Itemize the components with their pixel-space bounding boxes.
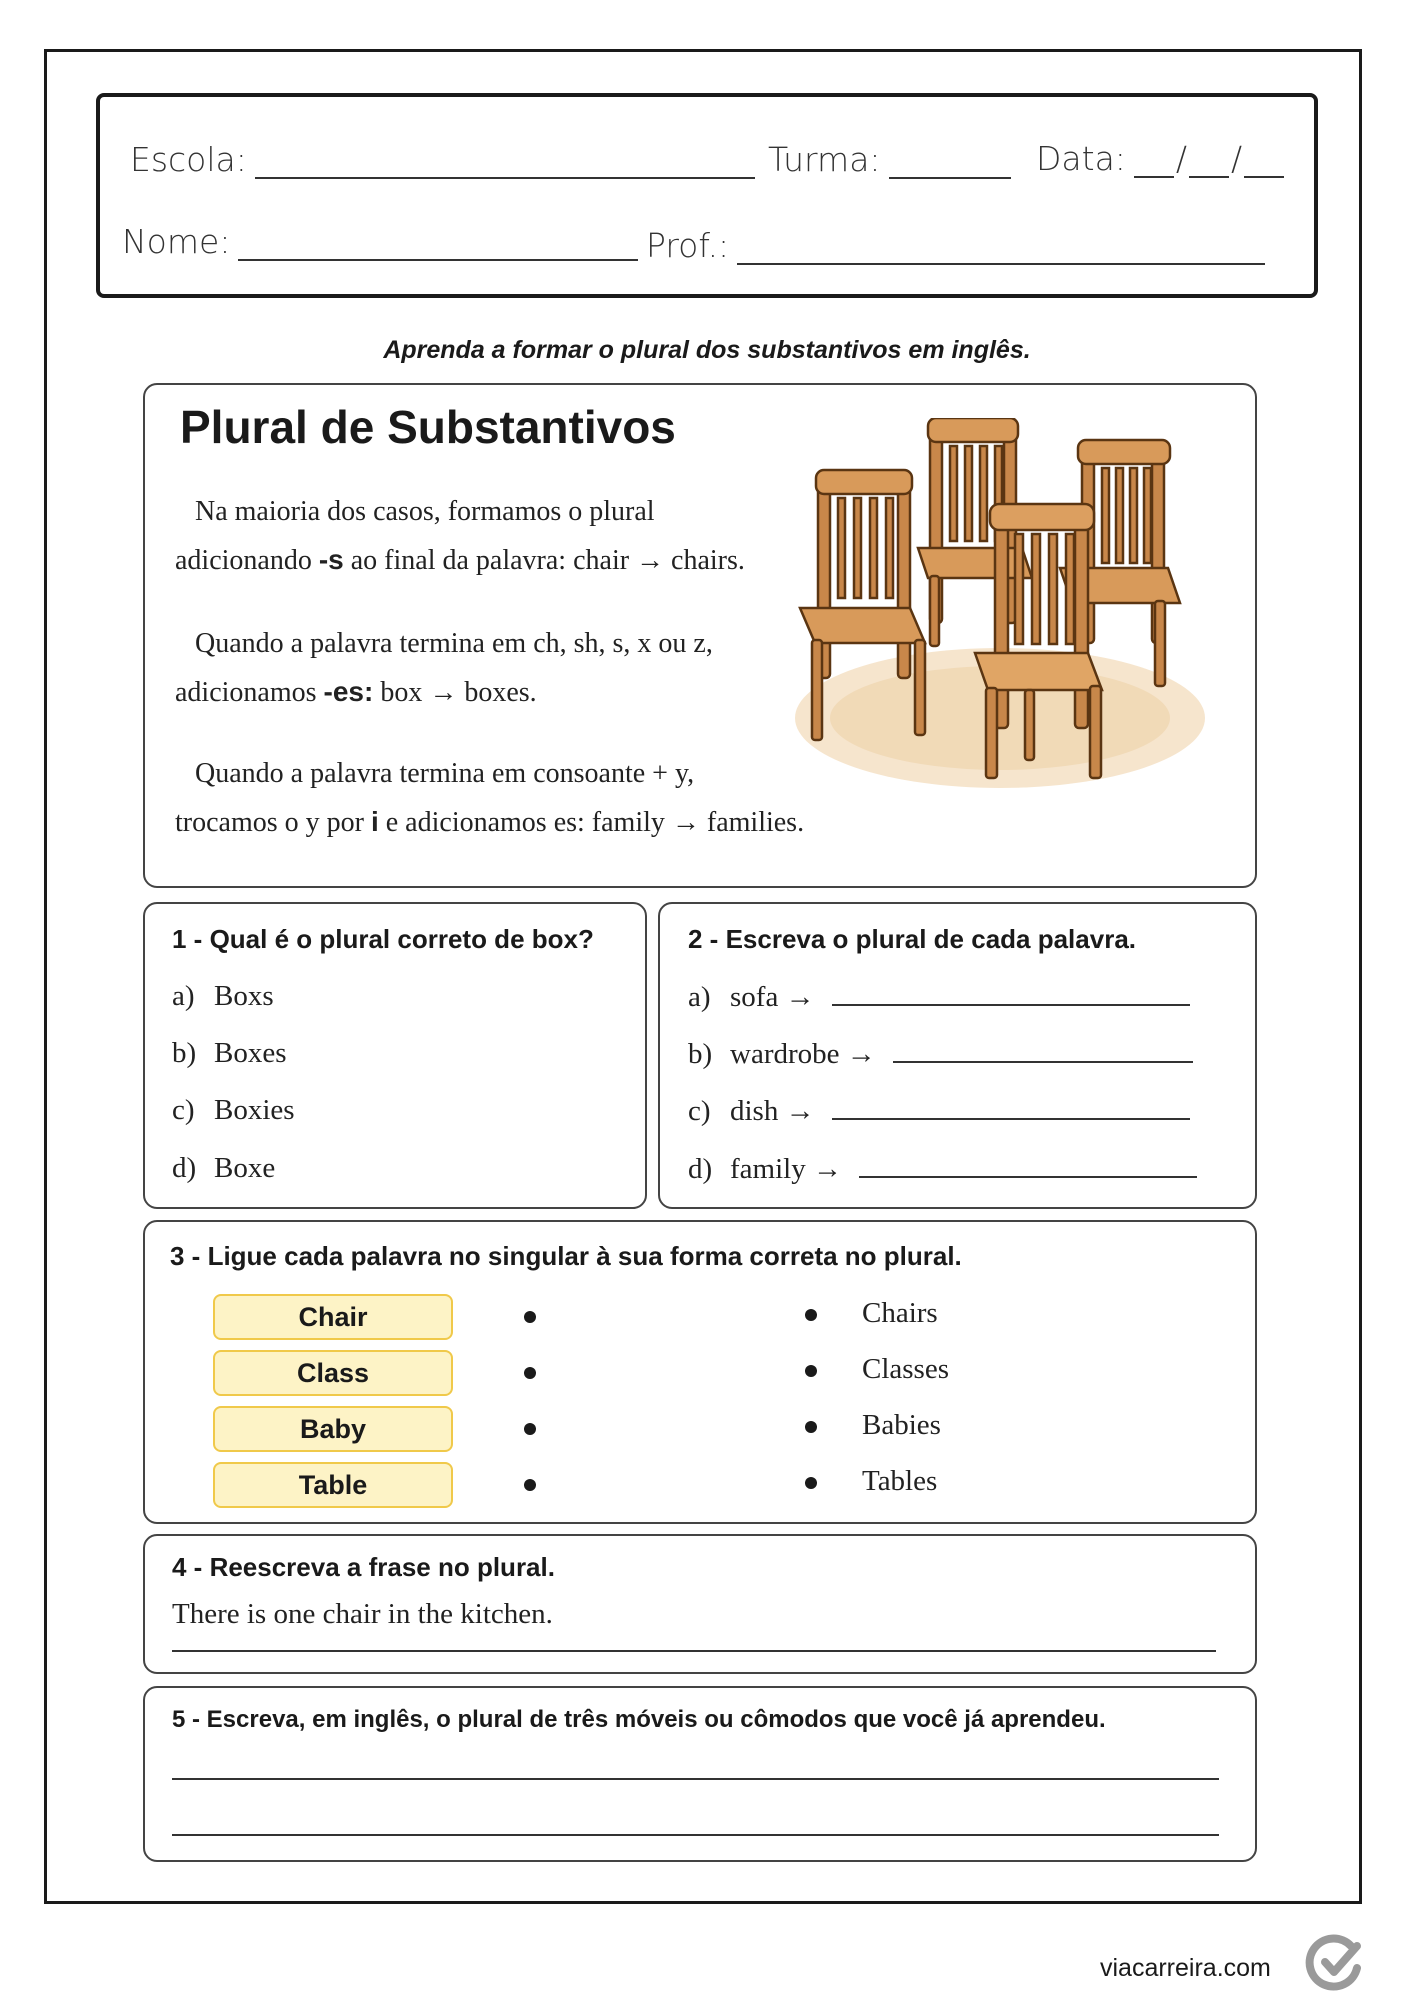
- footer-site[interactable]: viacarreira.com: [1100, 1954, 1271, 1982]
- singular-word-box[interactable]: Class: [213, 1350, 453, 1396]
- answer-line[interactable]: [893, 1037, 1193, 1063]
- match-dot-right[interactable]: [805, 1365, 817, 1377]
- plural-word: Chairs: [862, 1297, 938, 1329]
- match-dot-left[interactable]: [524, 1367, 536, 1379]
- rule-1-line-a: Na maioria dos casos, formamos o plural: [195, 496, 655, 527]
- q1-option-a[interactable]: a) Boxs: [172, 980, 274, 1012]
- turma-line[interactable]: [889, 147, 1011, 179]
- nome-label: Nome:: [122, 222, 231, 261]
- q2-item-d[interactable]: d) family →: [688, 1152, 1197, 1186]
- answer-line[interactable]: [172, 1778, 1219, 1780]
- answer-line[interactable]: [172, 1650, 1216, 1652]
- turma-label: Turma:: [768, 140, 881, 179]
- rule-1: [175, 488, 815, 585]
- match-dot-right[interactable]: [805, 1477, 817, 1489]
- prof-field[interactable]: [646, 226, 1265, 265]
- match-dot-right[interactable]: [805, 1421, 817, 1433]
- nome-line[interactable]: [238, 229, 638, 261]
- match-dot-left[interactable]: [524, 1479, 536, 1491]
- q4-sentence: There is one chair in the kitchen.: [172, 1598, 553, 1630]
- wooden-chairs-illustration: [790, 418, 1210, 793]
- escola-line[interactable]: [255, 147, 755, 179]
- prof-label: Prof.:: [646, 226, 730, 265]
- match-dot-left[interactable]: [524, 1423, 536, 1435]
- question-2-title: 2 - Escreva o plural de cada palavra.: [688, 924, 1137, 954]
- match-dot-left[interactable]: [524, 1311, 536, 1323]
- singular-word-box[interactable]: Baby: [213, 1406, 453, 1452]
- singular-word-box[interactable]: Table: [213, 1462, 453, 1508]
- singular-word-box[interactable]: Chair: [213, 1294, 453, 1340]
- q1-option-b[interactable]: b) Boxes: [172, 1037, 287, 1069]
- turma-field[interactable]: [768, 140, 1011, 179]
- data-label: Data:: [1036, 139, 1126, 178]
- q1-option-d[interactable]: d) Boxe: [172, 1152, 276, 1184]
- escola-label: Escola:: [130, 140, 247, 179]
- question-5-title: 5 - Escreva, em inglês, o plural de três móveis ou cômodos que você já aprendeu.: [172, 1706, 1106, 1733]
- plural-word: Babies: [862, 1409, 941, 1441]
- date-lines[interactable]: / /: [1134, 139, 1284, 178]
- rule-2: [175, 620, 815, 717]
- q2-item-b[interactable]: b) wardrobe →: [688, 1037, 1193, 1071]
- student-header-box: [96, 93, 1318, 298]
- data-field[interactable]: [1036, 139, 1284, 178]
- rule-1-line-b: adicionando -s ao final da palavra: chair → chairs.: [175, 544, 745, 576]
- rule-3: [175, 750, 895, 847]
- answer-line[interactable]: [832, 980, 1190, 1006]
- nome-field[interactable]: [122, 222, 638, 261]
- prof-line[interactable]: [737, 233, 1265, 265]
- checkmark-logo-icon: [1305, 1932, 1365, 1992]
- answer-line[interactable]: [172, 1834, 1219, 1836]
- rule-2-line-a: Quando a palavra termina em ch, sh, s, x ou z,: [195, 628, 713, 659]
- match-dot-right[interactable]: [805, 1309, 817, 1321]
- q1-option-c[interactable]: c) Boxies: [172, 1094, 295, 1126]
- rule-3-line-a: Quando a palavra termina em consoante + y,: [195, 758, 695, 789]
- rule-3-line-b: trocamos o y por i e adicionamos es: family → families.: [175, 806, 805, 838]
- intro-text: Aprenda a formar o plural dos substantivos em inglês.: [383, 336, 1031, 364]
- q2-item-c[interactable]: c) dish →: [688, 1094, 1190, 1128]
- answer-line[interactable]: [832, 1094, 1190, 1120]
- lesson-title: Plural de Substantivos: [180, 401, 676, 453]
- rule-2-line-b: adicionamos -es: box → boxes.: [175, 676, 537, 708]
- plural-word: Tables: [862, 1465, 938, 1497]
- answer-line[interactable]: [859, 1152, 1197, 1178]
- q2-item-a[interactable]: a) sofa →: [688, 980, 1190, 1014]
- plural-word: Classes: [862, 1353, 949, 1385]
- escola-field[interactable]: [130, 140, 755, 179]
- question-4-title: 4 - Reescreva a frase no plural.: [172, 1552, 555, 1582]
- question-1-title: 1 - Qual é o plural correto de box?: [172, 924, 594, 954]
- question-3-title: 3 - Ligue cada palavra no singular à sua forma correta no plural.: [170, 1241, 962, 1271]
